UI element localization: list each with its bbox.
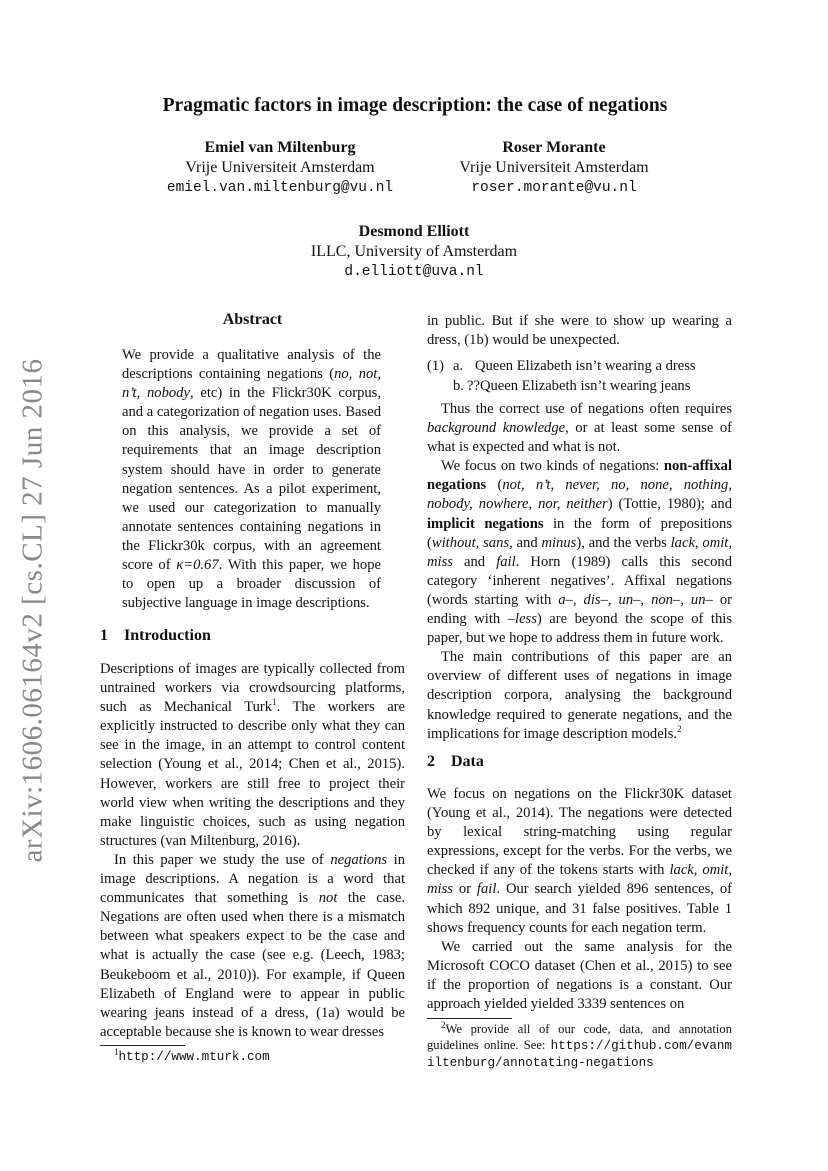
author-affiliation: ILLC, University of Amsterdam <box>310 243 518 260</box>
author-name: Desmond Elliott <box>358 223 470 240</box>
paragraph: In this paper we study the use of negations in image descriptions. A negation is a word that communicates that something is not the case. Negations are often used when there is a mismatch between what speakers expect to be the case and what is actually the case (see e.g. (Leech, 1983; Beukeboom et al., 2010)). For example, if Queen Elizabeth of England were to appear in public wearing jeans instead of a dress, (1a) would be acceptable because she is known to wear dresses <box>100 851 406 1040</box>
data-section-body <box>427 785 732 1014</box>
paragraph: The main contributions of this paper are an overview of different uses of negations in image description corpora, analysing the background knowledge required to generate negations, and the implications for image description models.$^2$ <box>427 649 732 742</box>
footnote-rule <box>427 1018 512 1019</box>
footnote-1: $^1$http://www.mturk.com <box>114 1046 270 1064</box>
author-affiliation: Vrije Universiteit Amsterdam <box>185 159 375 176</box>
footnote-marker: 1 <box>272 697 277 708</box>
author-email: roser.morante@vu.nl <box>471 180 637 196</box>
abstract-heading: Abstract <box>222 311 283 328</box>
author-block-1 <box>130 138 430 198</box>
example-1: (1) a. Queen Elizabeth isn’t wearing a dress b. ??Queen Elizabeth isn’t wearing jeans <box>427 358 696 394</box>
introduction-body <box>100 660 405 1042</box>
arxiv-sidebar <box>16 358 50 862</box>
abstract-text: We provide a qualitative analysis of the descriptions containing negations (no, not, n’t, nobody, etc) in the Flickr30K corpus, and a categorization of negation uses. Based on this analysis, we provide a set of requirements that an image description system should have in order to generate negation sentences. As a pilot experiment, we used our categorization to manually annotate sentences containing negations in the Flickr30k corpus, with an agreement score of κ=0.67. With this paper, we hope to open up a broader discussion of subjective language in image descriptions. <box>122 347 381 612</box>
footnote-marker: 2 <box>677 723 682 734</box>
paragraph: We focus on two kinds of negations: non-affixal negations (not, n’t, never, no, none, nothing, nobody, nowhere, nor, neither) (Tottie, 1980); and implicit negations in the form of prepositions (without, sans, and minus), and the verbs lack, omit, miss and fail. Horn (1989) calls this second category ‘inherent negatives’. Affixal negations (words starting with a–, dis–, un–, non–, un– or ending with –less) are beyond the scope of this paper, but we hope to address them in future work. <box>427 458 732 647</box>
paragraph: We carried out the same analysis for the Microsoft COCO dataset (Chen et al., 2015) to see if the proportion of negations is a constant. Our approach yielded yielded 3339 sentences on <box>427 938 732 1013</box>
footnote-2: $^2$We provide all of our code, data, and annotation guidelines online. See: https://github.com/evanmiltenburg/annotating-negations <box>427 1019 732 1070</box>
paragraph: Descriptions of images are typically collected from untrained workers via crowdsourcing platforms, such as Mechanical Turk$^1$. The workers are explicitly instructed to describe only what they can see in the image, in an attempt to control content selection (Young et al., 2014; Chen et al., 2015). However, workers are still free to project their world view when writing the descriptions and they make linguistic choices, such as using negation structures (van Miltenburg, 2016). <box>100 661 406 849</box>
paragraph: in public. But if she were to show up wearing a dress, (1b) would be unexpected. <box>427 313 732 349</box>
right-column-intro-cont <box>427 312 732 350</box>
author-name: Roser Morante <box>502 139 606 156</box>
section-heading-data: 2 Data <box>427 753 484 770</box>
paper-title: Pragmatic factors in image description: the case of negations <box>162 95 668 116</box>
right-column-body <box>427 400 732 744</box>
author-email: emiel.van.miltenburg@vu.nl <box>166 180 394 196</box>
paragraph: We focus on negations on the Flickr30K dataset (Young et al., 2014). The negations were detected by lexical string-matching using regular expressions, except for the verbs. For the verbs, we checked if any of the tokens starts with lack, omit, miss or fail. Our search yielded 896 sentences, of which 892 unique, and 31 false positives. Table 1 shows frequency counts for each negation term. <box>427 786 732 936</box>
arxiv-id: arXiv:1606.06164v2 [cs.CL] 27 Jun 2016 <box>16 358 49 862</box>
author-block-3 <box>264 222 564 282</box>
footnote-rule <box>100 1045 185 1046</box>
footnote-url: http://www.mturk.com <box>118 1050 270 1064</box>
author-name: Emiel van Miltenburg <box>204 139 356 156</box>
paragraph: Thus the correct use of negations often requires background knowledge, or at least some sense of what is expected and what is not. <box>427 401 732 456</box>
author-block-2 <box>404 138 704 198</box>
author-email: d.elliott@uva.nl <box>344 264 484 280</box>
footnote-url: https://github.com/evanmiltenburg/annotating-negations <box>427 1039 732 1070</box>
author-affiliation: Vrije Universiteit Amsterdam <box>459 159 649 176</box>
section-heading-introduction: 1 Introduction <box>100 627 211 644</box>
